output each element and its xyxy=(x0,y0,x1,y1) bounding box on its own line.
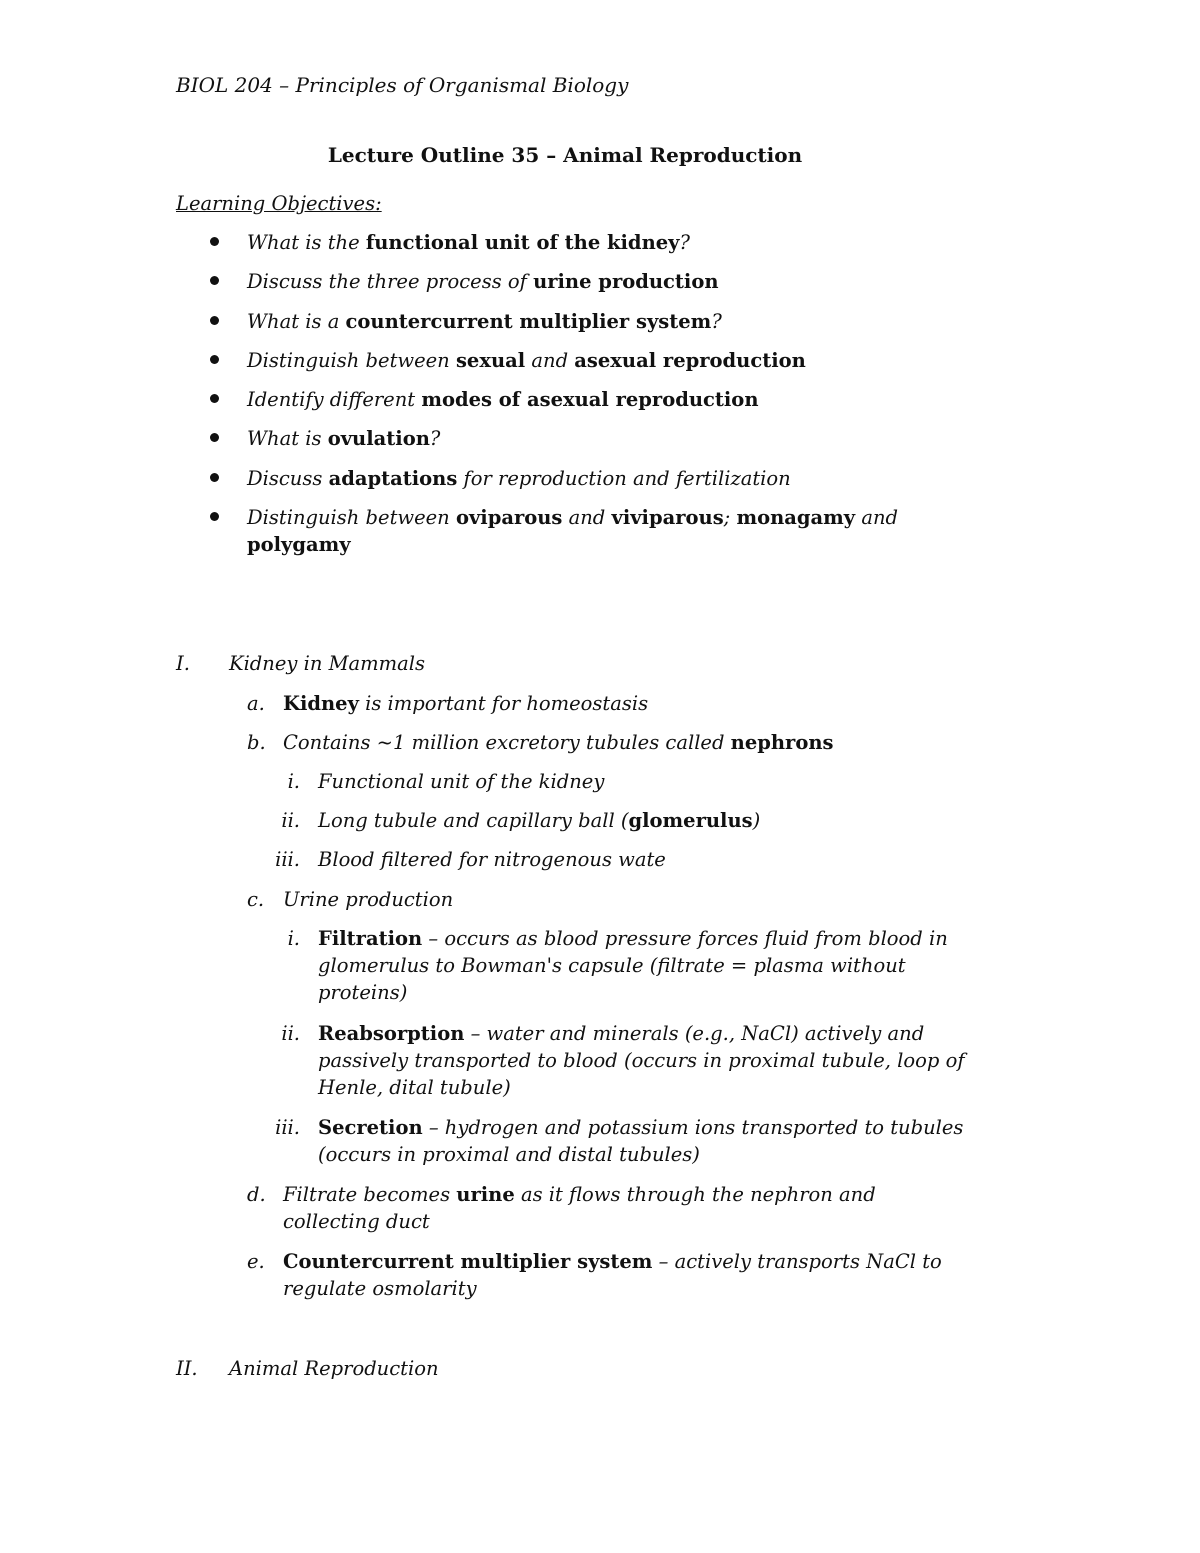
objective-item xyxy=(247,268,947,295)
outline-item xyxy=(283,1248,943,1302)
objective-item xyxy=(247,386,947,413)
bold-term: modes of asexual reproduction xyxy=(421,388,759,411)
text-run: and xyxy=(525,349,575,372)
text-run: for reproduction and fertilization xyxy=(457,467,791,490)
bold-term: ovulation xyxy=(327,427,430,450)
bullet-icon xyxy=(210,316,222,328)
text-run: Distinguish between xyxy=(247,506,456,529)
bold-term: Countercurrent multiplier system xyxy=(283,1250,653,1273)
bold-term: urine production xyxy=(533,270,719,293)
outline-subitem xyxy=(318,846,968,873)
outline-label: a. xyxy=(247,692,265,715)
section-numeral: II. xyxy=(176,1357,198,1380)
text-run: Functional unit of the kidney xyxy=(318,770,605,793)
bold-term: oviparous xyxy=(455,506,563,529)
outline-item xyxy=(283,690,963,717)
outline-label: i. xyxy=(287,770,300,793)
text-run: – occurs as blood pressure forces fluid from blood in glomerulus to Bowman's capsule (filtrate = plasma without proteins) xyxy=(318,927,948,1004)
outline-label: iii. xyxy=(275,848,300,871)
outline-subitem xyxy=(318,1020,968,1101)
text-run: What is xyxy=(247,427,328,450)
text-run: Filtrate becomes xyxy=(283,1183,457,1206)
bullet-icon xyxy=(210,473,222,485)
bullet-icon xyxy=(210,512,222,524)
text-run: ? xyxy=(679,231,690,254)
text-run: ; xyxy=(723,506,737,529)
text-run: Blood filtered for nitrogenous wate xyxy=(318,848,666,871)
text-run: is important for homeostasis xyxy=(358,692,649,715)
outline-label: ii. xyxy=(281,809,300,832)
bold-term: sexual xyxy=(455,349,526,372)
outline-label: b. xyxy=(247,731,266,754)
bold-term: monagamy xyxy=(736,506,856,529)
text-run: Contains ~1 million excretory tubules called xyxy=(283,731,731,754)
section-heading: Kidney in Mammals xyxy=(229,652,426,675)
bold-term: nephrons xyxy=(730,731,834,754)
text-run: ? xyxy=(429,427,441,450)
text-run: – water and minerals (e.g., NaCl) actively and passively transported to blood (occurs in proximal tubule, loop of Henle, dital tubule) xyxy=(318,1022,965,1099)
bullet-icon xyxy=(210,355,222,367)
bullet-icon xyxy=(210,237,222,249)
bold-term: Kidney xyxy=(283,692,359,715)
bold-term: polygamy xyxy=(247,533,351,556)
objective-item xyxy=(247,347,947,374)
outline-item xyxy=(283,886,963,913)
outline-label: c. xyxy=(247,888,265,911)
outline-label: d. xyxy=(247,1183,266,1206)
bold-term: glomerulus xyxy=(628,809,753,832)
outline-item xyxy=(283,729,963,756)
text-run: and xyxy=(562,506,612,529)
bullet-icon xyxy=(210,276,222,288)
objective-item xyxy=(247,308,947,335)
text-run: Urine production xyxy=(283,888,454,911)
objective-item xyxy=(247,504,917,558)
bold-term: Filtration xyxy=(318,927,423,950)
text-run: ? xyxy=(711,310,722,333)
text-run: as it flows through the nephron and collecting duct xyxy=(283,1183,876,1233)
bold-term: functional unit of the kidney xyxy=(365,231,680,254)
objective-item xyxy=(247,425,947,452)
bold-term: asexual reproduction xyxy=(574,349,806,372)
text-run: ) xyxy=(752,809,761,832)
course-header: BIOL 204 – Principles of Organismal Biology xyxy=(176,73,629,97)
text-run: Long tubule and capillary ball ( xyxy=(318,809,629,832)
page-title: Lecture Outline 35 – Animal Reproduction xyxy=(327,143,803,167)
text-run: Distinguish between xyxy=(247,349,456,372)
outline-label: iii. xyxy=(275,1116,300,1139)
bold-term: viviparous xyxy=(611,506,724,529)
outline-subitem xyxy=(318,768,968,795)
section-numeral: I. xyxy=(176,652,190,675)
objective-item xyxy=(247,465,947,492)
bold-term: Secretion xyxy=(318,1116,423,1139)
text-run: Discuss the three process of xyxy=(247,270,534,293)
outline-subitem xyxy=(318,807,968,834)
text-run: – hydrogen and potassium ions transported to tubules (occurs in proximal and distal tubules) xyxy=(318,1116,964,1166)
outline-subitem xyxy=(318,1114,968,1168)
bold-term: countercurrent multiplier system xyxy=(345,310,712,333)
bold-term: adaptations xyxy=(328,467,458,490)
learning-objectives-heading: Learning Objectives: xyxy=(176,192,382,215)
bold-term: Reabsorption xyxy=(318,1022,465,1045)
outline-label: e. xyxy=(247,1250,265,1273)
section-heading: Animal Reproduction xyxy=(229,1357,439,1380)
objective-item xyxy=(247,229,947,256)
text-run: What is a xyxy=(247,310,346,333)
text-run: and xyxy=(855,506,899,529)
text-run: Identify different xyxy=(247,388,422,411)
text-run: Discuss xyxy=(247,467,329,490)
text-run: – actively transports NaCl to regulate osmolarity xyxy=(283,1250,942,1300)
bullet-icon xyxy=(210,394,222,406)
outline-subitem xyxy=(318,925,968,1006)
bold-term: urine xyxy=(456,1183,515,1206)
text-run: What is the xyxy=(247,231,366,254)
bullet-icon xyxy=(210,433,222,445)
outline-item xyxy=(283,1181,903,1235)
outline-label: i. xyxy=(287,927,300,950)
outline-label: ii. xyxy=(281,1022,300,1045)
